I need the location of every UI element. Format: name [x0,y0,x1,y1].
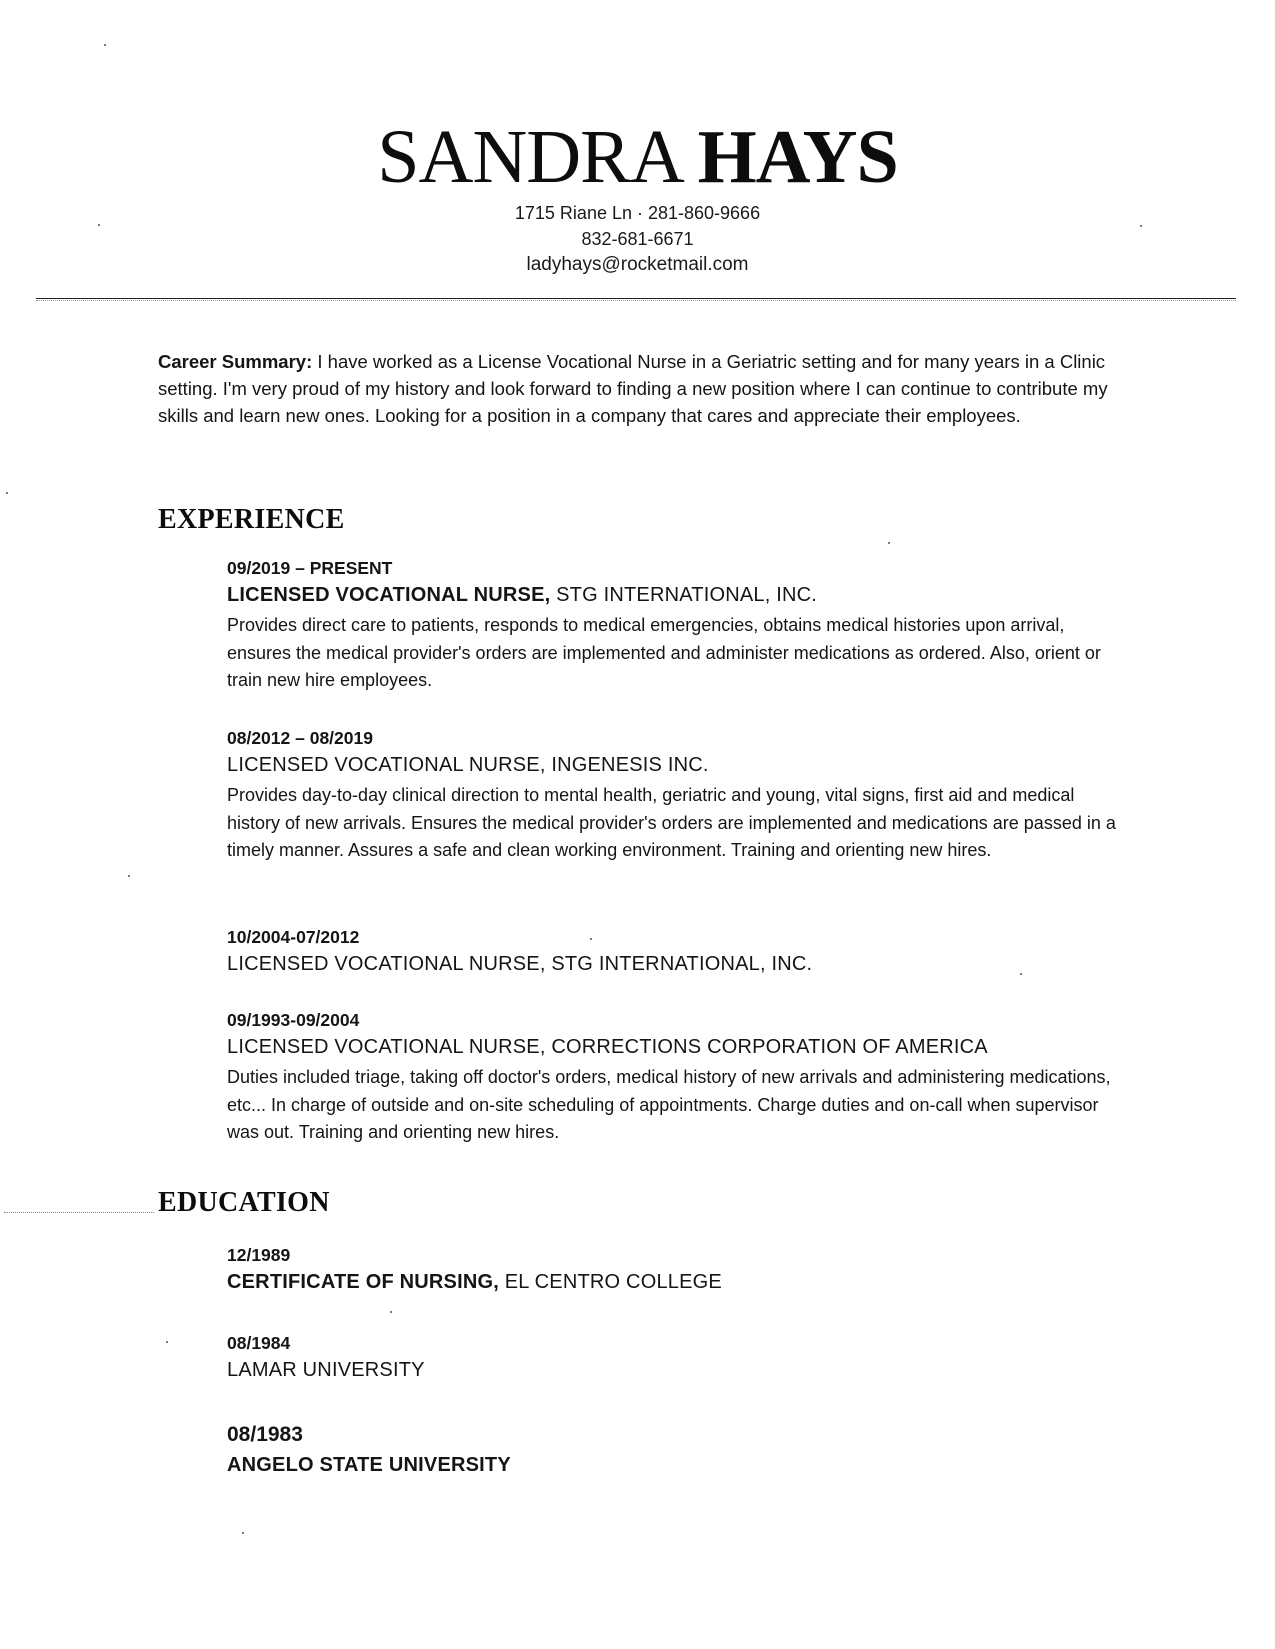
experience-entry [227,1008,1127,1147]
experience-entry [227,556,1127,695]
education-date: 08/1984 [227,1333,291,1353]
education-entry [227,1331,1127,1385]
education-school: ANGELO STATE UNIVERSITY [227,1454,511,1476]
scan-speck [1020,973,1022,975]
first-name: SANDRA [377,115,680,199]
scan-speck [390,1311,392,1313]
entry-date: 09/2019 – PRESENT [227,558,393,578]
scan-speck [128,875,130,877]
education-leader-dots [4,1212,154,1213]
scan-speck [6,492,8,494]
career-summary [158,348,1118,429]
degree-title: CERTIFICATE OF NURSING, [227,1271,500,1293]
career-summary-text: I have worked as a License Vocational Nurse in a Geriatric setting and for many years in a Clinic setting. I'm very proud of my history and look forward to finding a new position where I can continue to contribute my skills and learn new ones. Looking for a position in a company that cares and appreciate their employees. [158,351,1108,426]
entry-date: 08/2012 – 08/2019 [227,728,373,748]
entry-role: LICENSED VOCATIONAL NURSE, INGENESIS INC. [227,754,709,776]
entry-description: Provides direct care to patients, responds to medical emergencies, obtains medical histories upon arrival, ensures the medical provider's orders are implemented and administer medications as ordered. Also, orient or train new hire employees. [227,615,1101,690]
education-heading: EDUCATION [158,1187,330,1218]
entry-description: Provides day-to-day clinical direction to mental health, geriatric and young, vital signs, first aid and medical history of new arrivals. Ensures the medical provider's orders are implemented and medications are passed in a timely manner. Assures a safe and clean working environment. Training and orienting new hires. [227,785,1116,860]
education-school: EL CENTRO COLLEGE [499,1271,722,1293]
career-summary-label: Career Summary: [158,351,313,372]
scan-speck [888,542,890,544]
candidate-name [0,112,1275,202]
education-entry [227,1243,1127,1297]
education-degree [227,1267,1127,1297]
header-divider [36,298,1236,299]
address-phone: 1715 Riane Ln · 281-860-9666 [514,203,761,223]
education-entry [227,1420,1127,1480]
entry-role: LICENSED VOCATIONAL NURSE, CORRECTIONS CORPORATION OF AMERICA [227,1036,988,1058]
scan-speck [242,1532,244,1534]
contact-block [0,200,1275,278]
secondary-phone: 832-681-6671 [581,229,694,249]
experience-entry [227,925,1127,979]
entry-role [227,580,1127,610]
scan-speck [1140,225,1142,227]
scan-speck [590,938,592,940]
education-date: 08/1983 [227,1423,303,1446]
entry-date: 10/2004-07/2012 [227,927,360,947]
role-title: LICENSED VOCATIONAL NURSE, [227,584,551,606]
scan-speck [166,1341,168,1343]
entry-role: LICENSED VOCATIONAL NURSE, STG INTERNATIONAL, INC. [227,953,813,975]
scan-speck [98,224,100,226]
last-name: HAYS [697,115,898,199]
entry-description: Duties included triage, taking off doctor's orders, medical history of new arrivals and administering medications, etc... In charge of outside and on-site scheduling of appointments. Charge duties and on-call when supervisor was out. Training and orienting new hires. [227,1067,1111,1142]
experience-heading: EXPERIENCE [158,504,345,535]
entry-date: 09/1993-09/2004 [227,1010,360,1030]
header-divider-dots [36,300,1236,301]
role-company: STG INTERNATIONAL, INC. [550,584,818,606]
email-address: ladyhays@rocketmail.com [526,254,749,275]
education-school: LAMAR UNIVERSITY [227,1359,425,1381]
experience-entry [227,726,1127,865]
education-date: 12/1989 [227,1245,291,1265]
scan-speck [104,44,106,46]
